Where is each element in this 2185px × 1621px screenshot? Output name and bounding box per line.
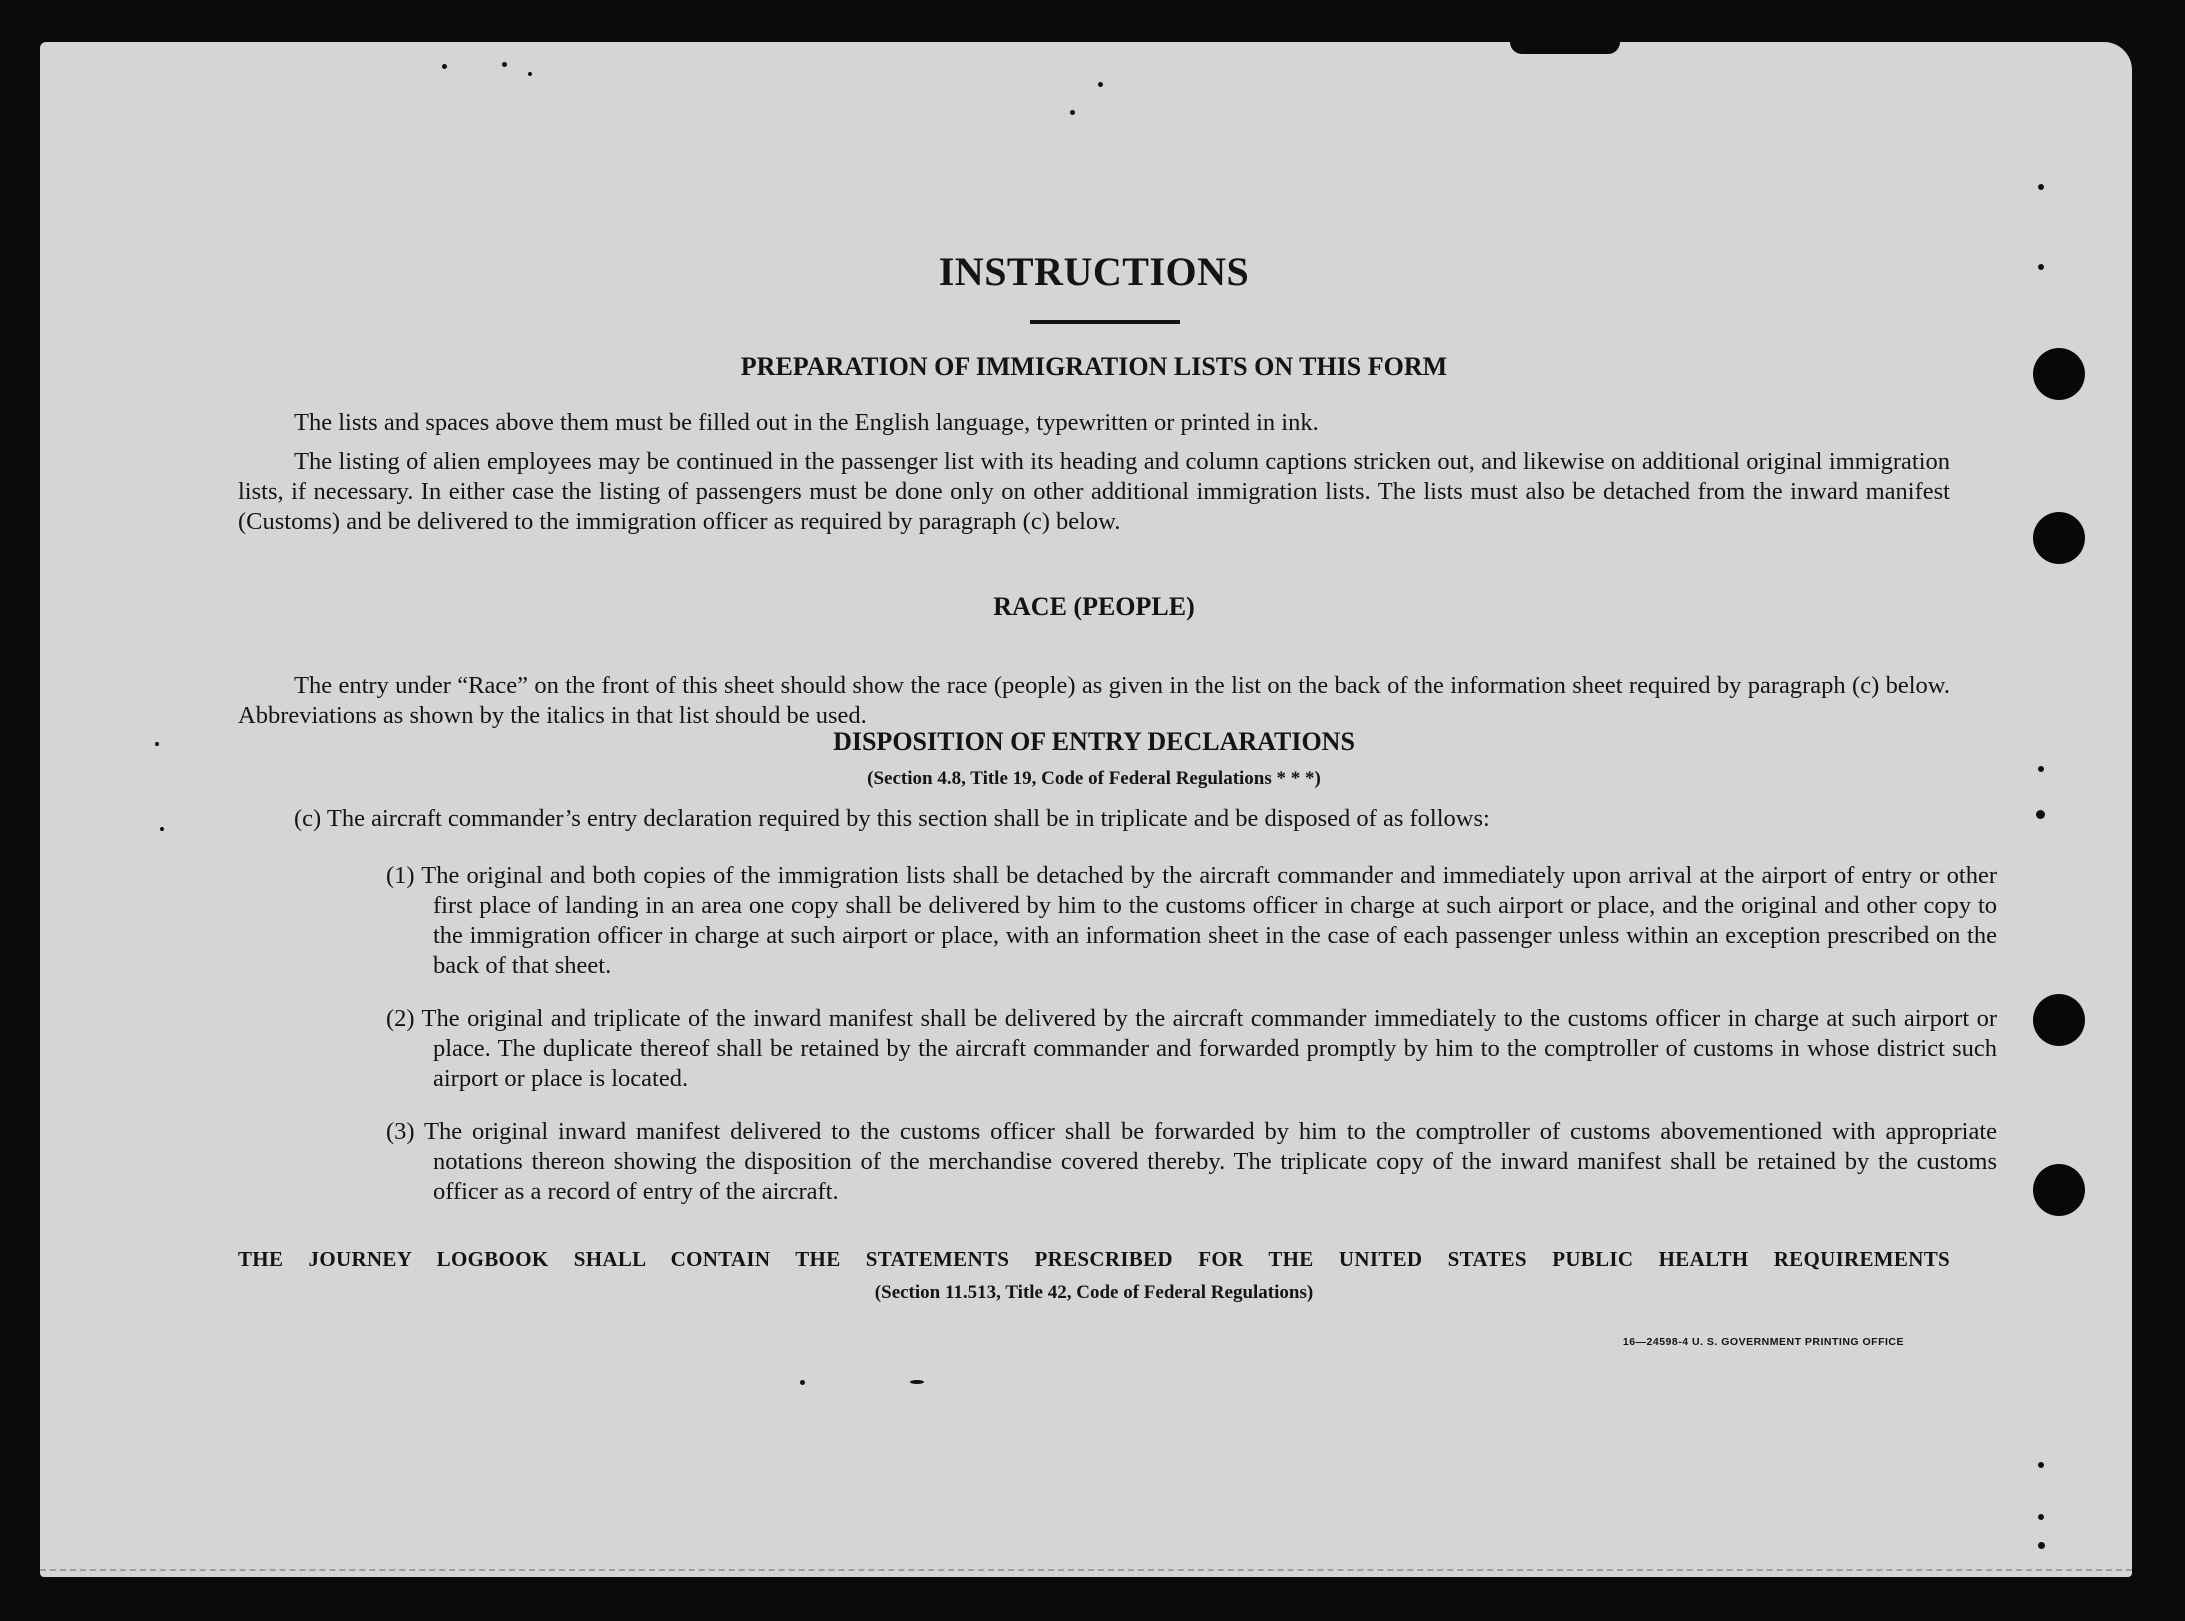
dust-speck: [800, 1380, 805, 1385]
page-title: INSTRUCTIONS: [938, 249, 1250, 294]
dust-speck: [442, 64, 447, 69]
punch-hole: [2033, 348, 2085, 400]
dust-speck: [2038, 766, 2044, 772]
public-health-citation: (Section 11.513, Title 42, Code of Federal Regulations): [874, 1282, 1314, 1303]
punch-hole: [2033, 512, 2085, 564]
dust-speck: [502, 62, 507, 67]
dust-speck: [1070, 110, 1075, 115]
paper-tear: [1510, 42, 1620, 54]
punch-hole: [2033, 994, 2085, 1046]
dust-speck: [2038, 1514, 2044, 1520]
disposition-item-2: (2) The original and triplicate of the inward manifest shall be delivered by the aircraft commander immediately to the customs officer in charge at such airport or place. The duplicate thereof shall be retained by the aircraft commander and forwarded promptly by him to the comptroller of customs in whose district such airport or place is located.: [386, 1005, 1997, 1092]
dust-speck: [160, 827, 164, 831]
disposition-intro: (c) The aircraft commander’s entry declaration required by this section shall be in triplicate and be disposed of as follows:: [294, 805, 1490, 832]
punch-hole: [2033, 1164, 2085, 1216]
race-heading: RACE (PEOPLE): [993, 592, 1195, 621]
dust-speck: [528, 72, 532, 76]
dust-speck: [1098, 82, 1103, 87]
disposition-item-1: (1) The original and both copies of the immigration lists shall be detached by the aircraft commander and immediately upon arrival at the airport of entry or other first place of landing in an area one copy shall be delivered by him to the customs officer in charge at such airport or place, and the original and other copy to the immigration officer in charge at such airport or place, with an information sheet in the case of each passenger unless within an exception prescribed on the back of that sheet.: [386, 862, 1997, 979]
dust-speck: [2038, 264, 2044, 270]
public-health-statement: THE JOURNEY LOGBOOK SHALL CONTAIN THE STATEMENTS PRESCRIBED FOR THE UNITED STATES PUBLIC HEALTH REQUIREMENTS: [238, 1247, 1950, 1271]
dust-speck: [2038, 184, 2044, 190]
dust-speck: [2038, 1542, 2045, 1549]
dust-speck: [2038, 1462, 2044, 1468]
dust-speck: [2036, 810, 2045, 819]
document-sheet: [40, 42, 2132, 1577]
printing-office-code: 16—24598-4 U. S. GOVERNMENT PRINTING OFFICE: [1622, 1336, 1904, 1348]
preparation-paragraph-2: The listing of alien employees may be continued in the passenger list with its heading and column captions stricken out, and likewise on additional original immigration lists, if necessary. In either case the listing of passengers must be done only on other additional immigration lists. The lists must also be detached from the inward manifest (Customs) and be delivered to the immigration officer as required by paragraph (c) below.: [238, 448, 1950, 535]
bottom-edge: [40, 1569, 2132, 1571]
disposition-item-3: (3) The original inward manifest delivered to the customs officer shall be forwarded by him to the comptroller of customs abovementioned with appropriate notations thereon showing the disposition of the merchandise covered thereby. The triplicate copy of the inward manifest shall be retained by the customs officer as a record of entry of the aircraft.: [386, 1118, 1997, 1205]
dust-speck: [155, 742, 159, 746]
disposition-heading: DISPOSITION OF ENTRY DECLARATIONS: [833, 727, 1355, 756]
disposition-citation: (Section 4.8, Title 19, Code of Federal Regulations * * *): [867, 768, 1321, 789]
dust-speck: [910, 1380, 924, 1384]
preparation-paragraph-1: The lists and spaces above them must be filled out in the English language, typewritten or printed in ink.: [294, 409, 1319, 436]
preparation-heading: PREPARATION OF IMMIGRATION LISTS ON THIS FORM: [740, 352, 1448, 381]
title-underline: [1030, 320, 1180, 324]
race-paragraph: The entry under “Race” on the front of this sheet should show the race (people) as given in the list on the back of the information sheet required by paragraph (c) below. Abbreviations as shown by the italics in that list should be used.: [238, 672, 1950, 729]
